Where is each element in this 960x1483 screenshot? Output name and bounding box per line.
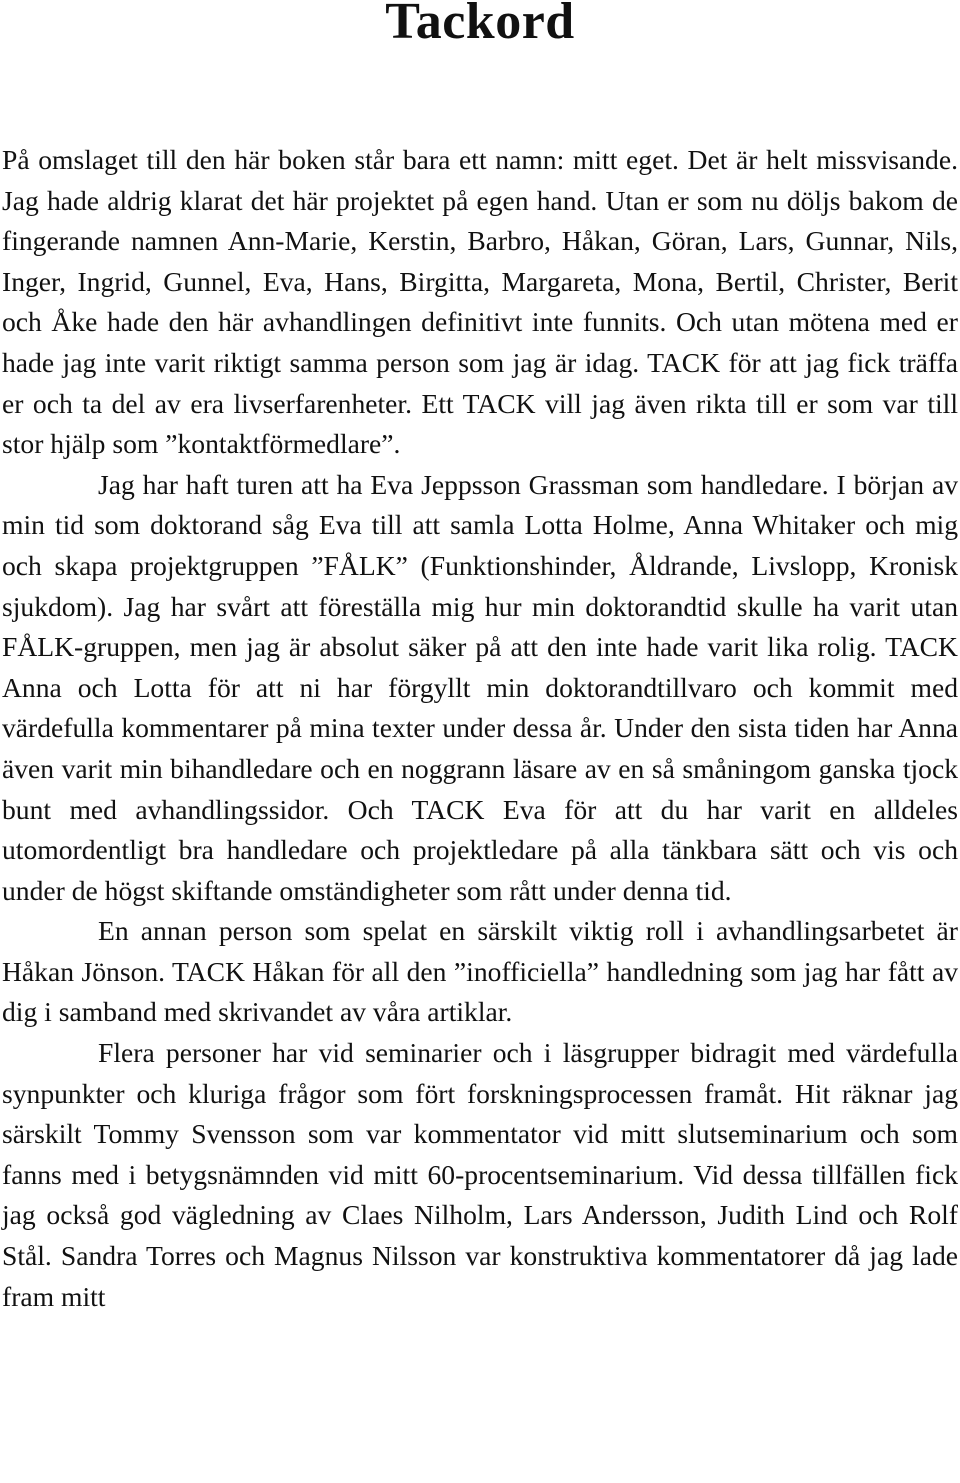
paragraph-2: Jag har haft turen att ha Eva Jeppsson Grassman som handledare. I början av min tid som doktorand såg Eva till att samla Lotta Holme, Anna Whitaker och mig och skapa projektgruppen ”FÅLK” (Funktionshinder, Åldrande, Livslopp, Kronisk sjukdom). Jag har svårt att föreställa mig hur min doktorandtid skulle ha varit utan FÅLK-gruppen, men jag är absolut säker på att den inte hade varit lika rolig. TACK Anna och Lotta för att ni har förgyllt min doktorandtillvaro och kommit med värdefulla kommentarer på mina texter under dessa år. Under den sista tiden har Anna även varit min bihandledare och en noggrann läsare av en så småningom ganska tjock bunt med avhandlingssidor. Och TACK Eva för att du har varit en alldeles utomordentligt bra handledare och projektledare på alla tänkbara sätt och vis och under de högst skiftande omständigheter som rått under denna tid. — [2, 468, 958, 906]
paragraph-1: På omslaget till den här boken står bara ett namn: mitt eget. Det är helt missvisande. Jag hade aldrig klarat det här projektet på egen hand. Utan er som nu döljs bakom de fingerande namnen Ann-Marie, Kerstin, Barbro, Håkan, Göran, Lars, Gunnar, Nils, Inger, Ingrid, Gunnel, Eva, Hans, Birgitta, Margareta, Mona, Bertil, Christer, Berit och Åke hade den här avhandlingen definitivt inte funnits. Och utan mötena med er hade jag inte varit riktigt samma person som jag är idag. TACK för att jag fick träffa er och ta del av era livserfarenheter. Ett TACK vill jag även rikta till er som var till stor hjälp som ”kontaktförmedlare”. — [2, 144, 958, 460]
page-title: Tackord — [385, 0, 575, 50]
document-page — [2, 0, 958, 1317]
paragraph-4: Flera personer har vid seminarier och i läsgrupper bidragit med värdefulla synpunkter och kluriga frågor som fört forskningsprocessen framåt. Hit räknar jag särskilt Tommy Svensson som var kommentator vid mitt slutseminarium och som fanns med i betygsnämnden vid mitt 60-procentseminarium. Vid dessa tillfällen fick jag också god vägledning av Claes Nilholm, Lars Andersson, Judith Lind och Rolf Stål. Sandra Torres och Magnus Nilsson var konstruktiva kommentatorer då jag lade fram mitt — [2, 1037, 958, 1312]
paragraph-3: En annan person som spelat en särskilt viktig roll i avhandlingsarbetet är Håkan Jönson. TACK Håkan för all den ”inofficiella” handledning som jag har fått av dig i samband med skrivandet av våra artiklar. — [2, 915, 958, 1028]
